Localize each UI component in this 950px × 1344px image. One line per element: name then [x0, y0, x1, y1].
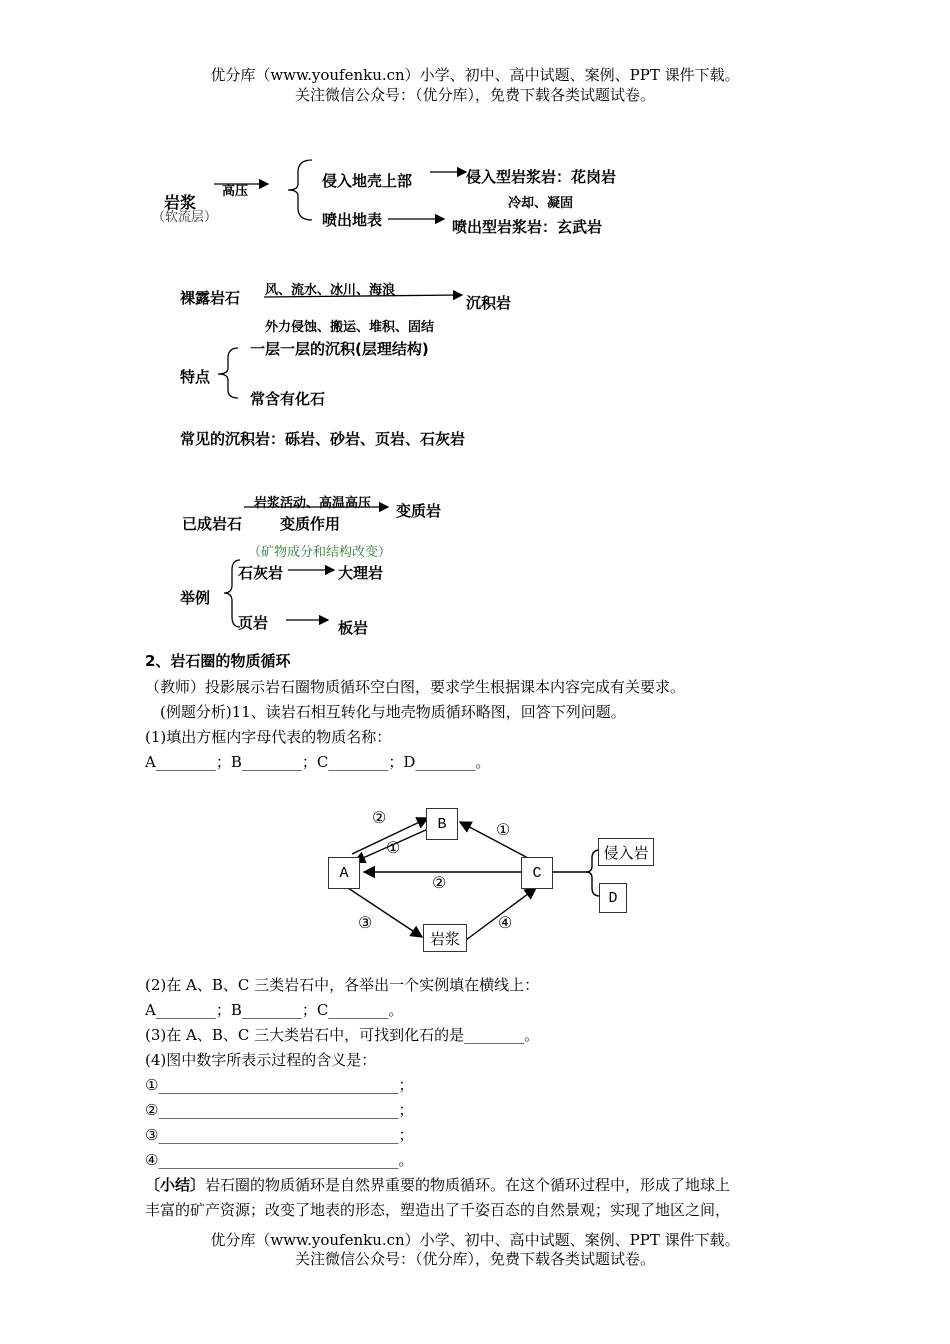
- question-1-blanks: A________；B________；C________；D________。: [145, 753, 491, 771]
- shale-label: 页岩: [238, 614, 269, 632]
- summary-line-1: [145, 1174, 730, 1195]
- question-4-item-3: ③________________________________；: [145, 1126, 414, 1144]
- question-4: (4)图中数字所表示过程的含义是：: [145, 1051, 377, 1069]
- box-b: B: [426, 808, 458, 840]
- processes-label: 外力侵蚀、搬运、堆积、固结: [265, 320, 435, 335]
- question-4-item-1: ①________________________________；: [145, 1076, 414, 1094]
- label-c-to-a: ②: [432, 873, 447, 892]
- page-header-line1: 优分库（www.youfenku.cn）小学、初中、高中试题、案例、PPT 课件下载。: [210, 66, 740, 84]
- erupt-label: 喷出地表: [322, 211, 383, 229]
- marble-label: 大理岩: [338, 564, 384, 582]
- intrude-label: 侵入地壳上部: [322, 172, 413, 190]
- metamorphic-rock-label: 变质岩: [396, 502, 442, 520]
- feature2-label: 常含有化石: [250, 390, 326, 408]
- label-a-to-magma: ③: [358, 913, 373, 932]
- cooling-label: 冷却、凝固: [508, 196, 574, 211]
- teacher-text: （教师）投影展示岩石圈物质循环空白图，要求学生根据课本内容完成有关要求。: [145, 678, 686, 696]
- label-a-to-b: ②: [372, 808, 387, 827]
- summary-line-2: 丰富的矿产资源；改变了地表的形态，塑造出了千姿百态的自然景观；实现了地区之间，: [145, 1201, 731, 1219]
- arrow-c-to-b: [460, 822, 528, 858]
- extrusive-rock-label: 喷出型岩浆岩：玄武岩: [452, 218, 603, 236]
- exposed-rock-label: 裸露岩石: [180, 289, 241, 307]
- question-3: (3)在 A、B、C 三大类岩石中，可找到化石的是________。: [145, 1026, 540, 1044]
- feature1-label: 一层一层的沉积(层理结构): [250, 340, 429, 358]
- magma-note: （软流层）: [152, 210, 218, 225]
- metamorphism-label: 变质作用: [280, 515, 341, 533]
- box-intrusive: 侵入岩: [598, 838, 654, 866]
- example-label: 举例: [180, 589, 211, 607]
- page-header-line2: 关注微信公众号：（优分库），免费下载各类试题试卷。: [294, 86, 655, 104]
- box-c: C: [521, 857, 553, 889]
- intrusive-rock-label: 侵入型岩浆岩：花岗岩: [466, 168, 617, 186]
- feature-label: 特点: [180, 368, 211, 386]
- common-sedimentary-label: 常见的沉积岩：砾岩、砂岩、页岩、石灰岩: [180, 430, 466, 448]
- label-c-to-b: ①: [496, 820, 511, 839]
- box-a: A: [328, 857, 360, 889]
- summary-label: 〔小结〕: [145, 1176, 206, 1194]
- section-title: 2、岩石圈的物质循环: [145, 652, 291, 670]
- question-2-blanks: A________；B________；C________。: [145, 1001, 404, 1019]
- box-d: D: [599, 883, 627, 913]
- summary-text-1: 岩石圈的物质循环是自然界重要的物质循环。在这个循环过程中，形成了地球上: [205, 1176, 731, 1194]
- question-4-item-2: ②________________________________；: [145, 1101, 414, 1119]
- label-b-to-a: ①: [386, 838, 401, 857]
- mineral-change-note: （矿物成分和结构改变）: [248, 545, 392, 560]
- existing-rock-label: 已成岩石: [182, 515, 243, 533]
- label-magma-to-c: ④: [498, 913, 513, 932]
- conditions-label: 岩浆活动、高温高压: [254, 496, 372, 511]
- magma-label: 岩浆: [164, 193, 197, 212]
- slate-label: 板岩: [338, 619, 369, 637]
- example-text: (例题分析)11、读岩石相互转化与地壳物质循环略图，回答下列问题。: [160, 703, 626, 721]
- high-pressure-label: 高压: [222, 184, 249, 199]
- page-footer-line1: 优分库（www.youfenku.cn）小学、初中、高中试题、案例、PPT 课件下载。: [210, 1231, 740, 1249]
- agents-label: 风、流水、冰川、海浪: [265, 283, 396, 298]
- sedimentary-rock-label: 沉积岩: [466, 294, 512, 312]
- limestone-label: 石灰岩: [238, 564, 284, 582]
- box-magma: 岩浆: [423, 924, 467, 952]
- question-1: (1)填出方框内字母代表的物质名称：: [145, 728, 392, 746]
- question-2: (2)在 A、B、C 三类岩石中，各举出一个实例填在横线上：: [145, 976, 540, 994]
- page-footer-line2: 关注微信公众号：（优分库），免费下载各类试题试卷。: [294, 1250, 655, 1268]
- question-4-item-4: ④________________________________。: [145, 1151, 414, 1169]
